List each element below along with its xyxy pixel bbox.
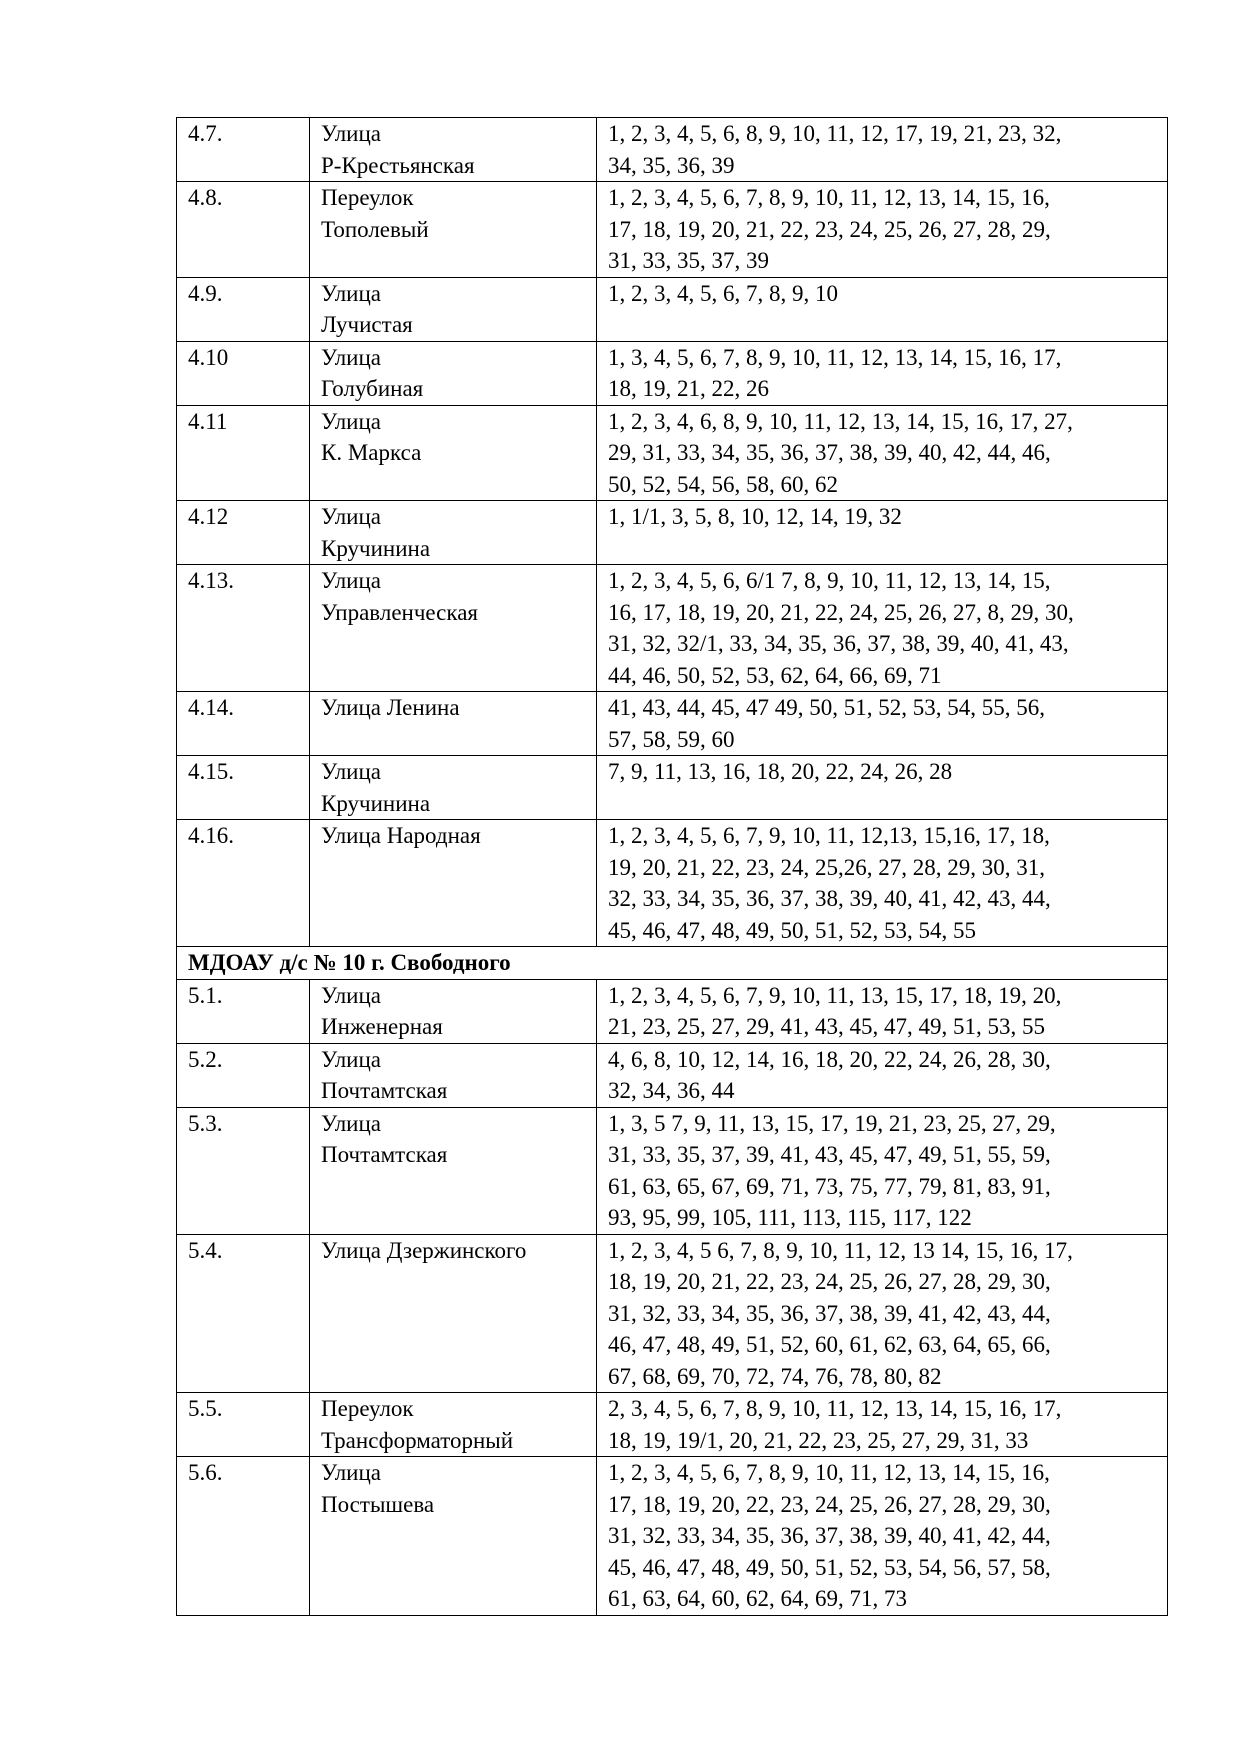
house-numbers: 7, 9, 11, 13, 16, 18, 20, 22, 24, 26, 28 <box>597 756 1168 820</box>
street-name: Переулок Тополевый <box>310 182 597 278</box>
house-numbers: 41, 43, 44, 45, 47 49, 50, 51, 52, 53, 54, 55, 56, 57, 58, 59, 60 <box>597 692 1168 756</box>
street-name: Улица К. Маркса <box>310 405 597 501</box>
house-numbers: 1, 2, 3, 4, 5, 6, 6/1 7, 8, 9, 10, 11, 12, 13, 14, 15, 16, 17, 18, 19, 20, 21, 22, 24, 25, 26, 27, 8, 29, 30, 31, 32, 32/1, 33, 34, 35, 36, 37, 38, 39, 40, 41, 43, 44, 46, 50, 52, 53, 62, 64, 66, 69, 71 <box>597 565 1168 692</box>
house-numbers: 1, 2, 3, 4, 5, 6, 7, 8, 9, 10 <box>597 277 1168 341</box>
house-numbers: 2, 3, 4, 5, 6, 7, 8, 9, 10, 11, 12, 13, 14, 15, 16, 17, 18, 19, 19/1, 20, 21, 22, 23, 25, 27, 29, 31, 33 <box>597 1393 1168 1457</box>
street-name: Переулок Трансформаторный <box>310 1393 597 1457</box>
table-row <box>177 1393 1168 1457</box>
house-numbers: 1, 2, 3, 4, 5, 6, 7, 8, 9, 10, 11, 12, 13, 14, 15, 16, 17, 18, 19, 20, 21, 22, 23, 24, 25, 26, 27, 28, 29, 31, 33, 35, 37, 39 <box>597 182 1168 278</box>
row-number: 4.11 <box>177 405 310 501</box>
house-numbers: 1, 2, 3, 4, 5, 6, 7, 9, 10, 11, 12,13, 15,16, 17, 18, 19, 20, 21, 22, 23, 24, 25,26, 27, 28, 29, 30, 31, 32, 33, 34, 35, 36, 37, 38, 39, 40, 41, 42, 43, 44, 45, 46, 47, 48, 49, 50, 51, 52, 53, 54, 55 <box>597 820 1168 947</box>
row-number: 4.8. <box>177 182 310 278</box>
street-name: Улица Кручинина <box>310 756 597 820</box>
street-name: Улица Голубиная <box>310 341 597 405</box>
house-numbers: 1, 2, 3, 4, 5, 6, 8, 9, 10, 11, 12, 17, 19, 21, 23, 32, 34, 35, 36, 39 <box>597 118 1168 182</box>
street-name: Улица Дзержинского <box>310 1234 597 1393</box>
row-number: 5.1. <box>177 979 310 1043</box>
street-name: Улица Ленина <box>310 692 597 756</box>
table-row <box>177 756 1168 820</box>
table-row <box>177 979 1168 1043</box>
table-row <box>177 1234 1168 1393</box>
section-heading: МДОАУ д/с № 10 г. Свободного <box>177 947 1168 980</box>
section-row <box>177 947 1168 980</box>
street-name: Улица Постышева <box>310 1457 597 1616</box>
row-number: 4.9. <box>177 277 310 341</box>
table-row <box>177 1107 1168 1234</box>
row-number: 5.4. <box>177 1234 310 1393</box>
row-number: 4.16. <box>177 820 310 947</box>
street-name: Улица Р-Крестьянская <box>310 118 597 182</box>
table-row <box>177 501 1168 565</box>
house-numbers: 1, 2, 3, 4, 5, 6, 7, 9, 10, 11, 13, 15, 17, 18, 19, 20, 21, 23, 25, 27, 29, 41, 43, 45, 47, 49, 51, 53, 55 <box>597 979 1168 1043</box>
table-row <box>177 277 1168 341</box>
row-number: 4.12 <box>177 501 310 565</box>
table-row <box>177 1457 1168 1616</box>
row-number: 4.15. <box>177 756 310 820</box>
row-number: 4.14. <box>177 692 310 756</box>
table-row <box>177 341 1168 405</box>
house-numbers: 4, 6, 8, 10, 12, 14, 16, 18, 20, 22, 24, 26, 28, 30, 32, 34, 36, 44 <box>597 1043 1168 1107</box>
table-row <box>177 692 1168 756</box>
street-name: Улица Инженерная <box>310 979 597 1043</box>
address-table <box>176 117 1168 1616</box>
row-number: 5.3. <box>177 1107 310 1234</box>
row-number: 5.2. <box>177 1043 310 1107</box>
street-name: Улица Управленческая <box>310 565 597 692</box>
table-row <box>177 565 1168 692</box>
house-numbers: 1, 2, 3, 4, 5, 6, 7, 8, 9, 10, 11, 12, 13, 14, 15, 16, 17, 18, 19, 20, 22, 23, 24, 25, 26, 27, 28, 29, 30, 31, 32, 33, 34, 35, 36, 37, 38, 39, 40, 41, 42, 44, 45, 46, 47, 48, 49, 50, 51, 52, 53, 54, 56, 57, 58, 61, 63, 64, 60, 62, 64, 69, 71, 73 <box>597 1457 1168 1616</box>
row-number: 4.13. <box>177 565 310 692</box>
street-name: Улица Лучистая <box>310 277 597 341</box>
row-number: 5.6. <box>177 1457 310 1616</box>
table-row <box>177 118 1168 182</box>
house-numbers: 1, 3, 5 7, 9, 11, 13, 15, 17, 19, 21, 23, 25, 27, 29, 31, 33, 35, 37, 39, 41, 43, 45, 47, 49, 51, 55, 59, 61, 63, 65, 67, 69, 71, 73, 75, 77, 79, 81, 83, 91, 93, 95, 99, 105, 111, 113, 115, 117, 122 <box>597 1107 1168 1234</box>
street-name: Улица Почтамтская <box>310 1107 597 1234</box>
street-name: Улица Народная <box>310 820 597 947</box>
house-numbers: 1, 2, 3, 4, 6, 8, 9, 10, 11, 12, 13, 14, 15, 16, 17, 27, 29, 31, 33, 34, 35, 36, 37, 38, 39, 40, 42, 44, 46, 50, 52, 54, 56, 58, 60, 62 <box>597 405 1168 501</box>
table-row <box>177 1043 1168 1107</box>
row-number: 4.7. <box>177 118 310 182</box>
table-row <box>177 182 1168 278</box>
table-row <box>177 405 1168 501</box>
table-row <box>177 820 1168 947</box>
row-number: 5.5. <box>177 1393 310 1457</box>
street-name: Улица Почтамтская <box>310 1043 597 1107</box>
house-numbers: 1, 1/1, 3, 5, 8, 10, 12, 14, 19, 32 <box>597 501 1168 565</box>
row-number: 4.10 <box>177 341 310 405</box>
street-name: Улица Кручинина <box>310 501 597 565</box>
house-numbers: 1, 2, 3, 4, 5 6, 7, 8, 9, 10, 11, 12, 13 14, 15, 16, 17, 18, 19, 20, 21, 22, 23, 24, 25, 26, 27, 28, 29, 30, 31, 32, 33, 34, 35, 36, 37, 38, 39, 41, 42, 43, 44, 46, 47, 48, 49, 51, 52, 60, 61, 62, 63, 64, 65, 66, 67, 68, 69, 70, 72, 74, 76, 78, 80, 82 <box>597 1234 1168 1393</box>
house-numbers: 1, 3, 4, 5, 6, 7, 8, 9, 10, 11, 12, 13, 14, 15, 16, 17, 18, 19, 21, 22, 26 <box>597 341 1168 405</box>
